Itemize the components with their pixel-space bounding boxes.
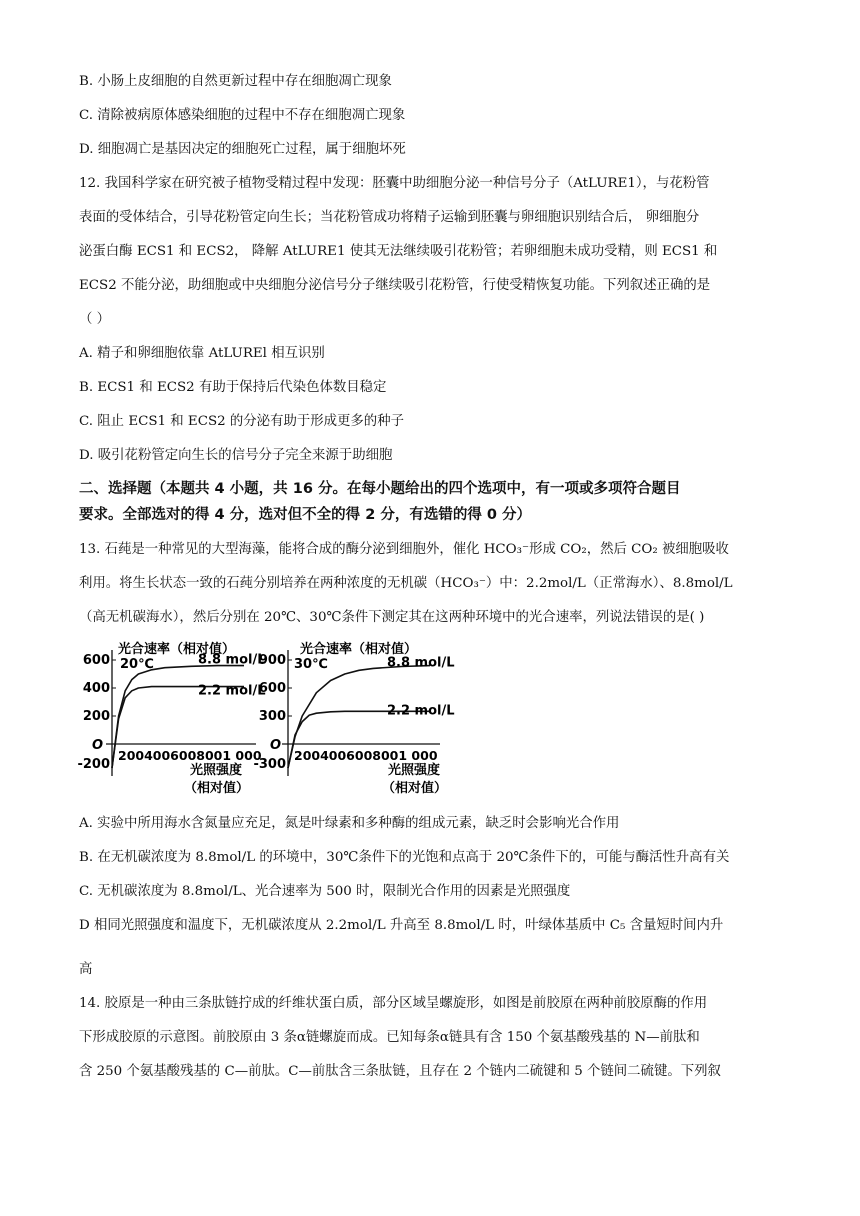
option-12c: C. 阻止 ECS1 和 ECS2 的分泌有助于形成更多的种子 [79,414,404,429]
option-13a: A. 实验中所用海水含氮量应充足，氮是叶绿素和多种酶的组成元素，缺乏时会影响光合作用 [79,816,620,831]
question-14-line-2: 下形成胶原的示意图。前胶原由 3 条α链螺旋而成。已知每条α链具有含 150 个氨基酸残基的 N—前肽和 [79,1030,700,1045]
y-tick-label: 300 [258,709,286,724]
y-tick-label: 400 [82,681,110,696]
option-13c: C. 无机碳浓度为 8.8mol/L、光合速率为 500 时，限制光合作用的因素是光照强度 [79,884,571,899]
question-12-line-3: 泌蛋白酶 ECS1 和 ECS2， 降解 AtLURE1 使其无法继续吸引花粉管；若卵细胞未成功受精，则 ECS1 和 [79,244,718,259]
y-tick-label: 900 [258,653,286,668]
question-13-line-2: 利用。将生长状态一致的石莼分别培养在两种浓度的无机碳（HCO₃⁻）中：2.2mol/L（正常海水）、8.8mol/L [79,576,733,591]
option-12a: A. 精子和卵细胞依靠 AtLUREl 相互识别 [79,346,325,361]
chart-20c-origin: O [92,738,104,753]
y-tick-label: 200 [82,709,110,724]
series-label: 2.2 mol/L [198,683,266,699]
option-13b: B. 在无机碳浓度为 8.8mol/L 的环境中，30℃条件下的光饱和点高于 20℃条件下的，可能与酶活性升高有关 [79,850,730,865]
chart-20c [76,636,266,800]
question-12-paren: （ ） [79,312,111,327]
chart-30c-origin: O [270,738,282,753]
question-12-line-2: 表面的受体结合，引导花粉管定向生长；当花粉管成功将精子运输到胚囊与卵细胞识别结合后， 卵细胞分 [79,210,700,225]
chart-30c [254,636,464,800]
series-label: 8.8 mol/L [198,652,266,668]
y-tick-label: 600 [258,681,286,696]
question-12-line-1: 12. 我国科学家在研究被子植物受精过程中发现：胚囊中助细胞分泌一种信号分子（AtLURE1），与花粉管 [79,176,710,191]
x-tick-labels: 2004006008001 000 [294,748,438,763]
option-12d: D. 吸引花粉管定向生长的信号分子完全来源于助细胞 [79,448,393,463]
y-tick-label: -300 [253,757,286,772]
option-12b: B. ECS1 和 ECS2 有助于保持后代染色体数目稳定 [79,380,387,395]
chart-20c-temp: 20℃ [120,657,154,672]
question-13-line-3: （高无机碳海水），然后分别在 20℃、30℃条件下测定其在这两种环境中的光合速率，列说法错误的是( ) [79,610,705,625]
question-14-line-1: 14. 胶原是一种由三条肽链拧成的纤维状蛋白质，部分区域呈螺旋形，如图是前胶原在两种前胶原酶的作用 [79,996,708,1011]
question-13-line-1: 13. 石莼是一种常见的大型海藻，能将合成的酶分泌到细胞外，催化 HCO₃⁻形成 CO₂，然后 CO₂ 被细胞吸收 [79,542,729,557]
question-14-line-3: 含 250 个氨基酸残基的 C—前肽。C—前肽含三条肽链，且存在 2 个链内二硫键和 5 个链间二硫键。下列叙 [79,1064,721,1079]
y-tick-label: -200 [77,757,110,772]
y-tick-label: 600 [82,653,110,668]
chart-20c-title: 光合速率（相对值） [118,642,236,657]
option-11c: C. 清除被病原体感染细胞的过程中不存在细胞凋亡现象 [79,108,406,123]
option-11d: D. 细胞凋亡是基因决定的细胞死亡过程，属于细胞坏死 [79,142,406,157]
chart-20c-xlabel-2: （相对值） [184,781,250,796]
question-12-line-4: ECS2 不能分泌，助细胞或中央细胞分泌信号分子继续吸引花粉管，行使受精恢复功能。下列叙述正确的是 [79,278,711,293]
option-13d-cont: 高 [79,962,93,977]
series-label: 8.8 mol/L [387,655,455,671]
chart-30c-xlabel-1: 光照强度 [388,763,441,778]
option-13d: D 相同光照强度和温度下，无机碳浓度从 2.2mol/L 升高至 8.8mol/L 时，叶绿体基质中 C₅ 含量短时间内升 [79,918,724,933]
chart-30c-temp: 30℃ [294,657,328,672]
series-label: 2.2 mol/L [387,703,455,719]
x-tick-labels: 2004006008001 000 [118,748,262,763]
section-2-heading-line-1: 二、选择题（本题共 4 小题，共 16 分。在每小题给出的四个选项中，有一项或多项符合题目 [79,481,681,497]
chart-30c-title: 光合速率（相对值） [300,642,418,657]
section-2-heading-line-2: 要求。全部选对的得 4 分，选对但不全的得 2 分，有选错的得 0 分） [79,507,532,523]
chart-20c-xlabel-1: 光照强度 [190,763,243,778]
chart-30c-xlabel-2: （相对值） [382,781,448,796]
option-11b: B. 小肠上皮细胞的自然更新过程中存在细胞凋亡现象 [79,74,392,89]
